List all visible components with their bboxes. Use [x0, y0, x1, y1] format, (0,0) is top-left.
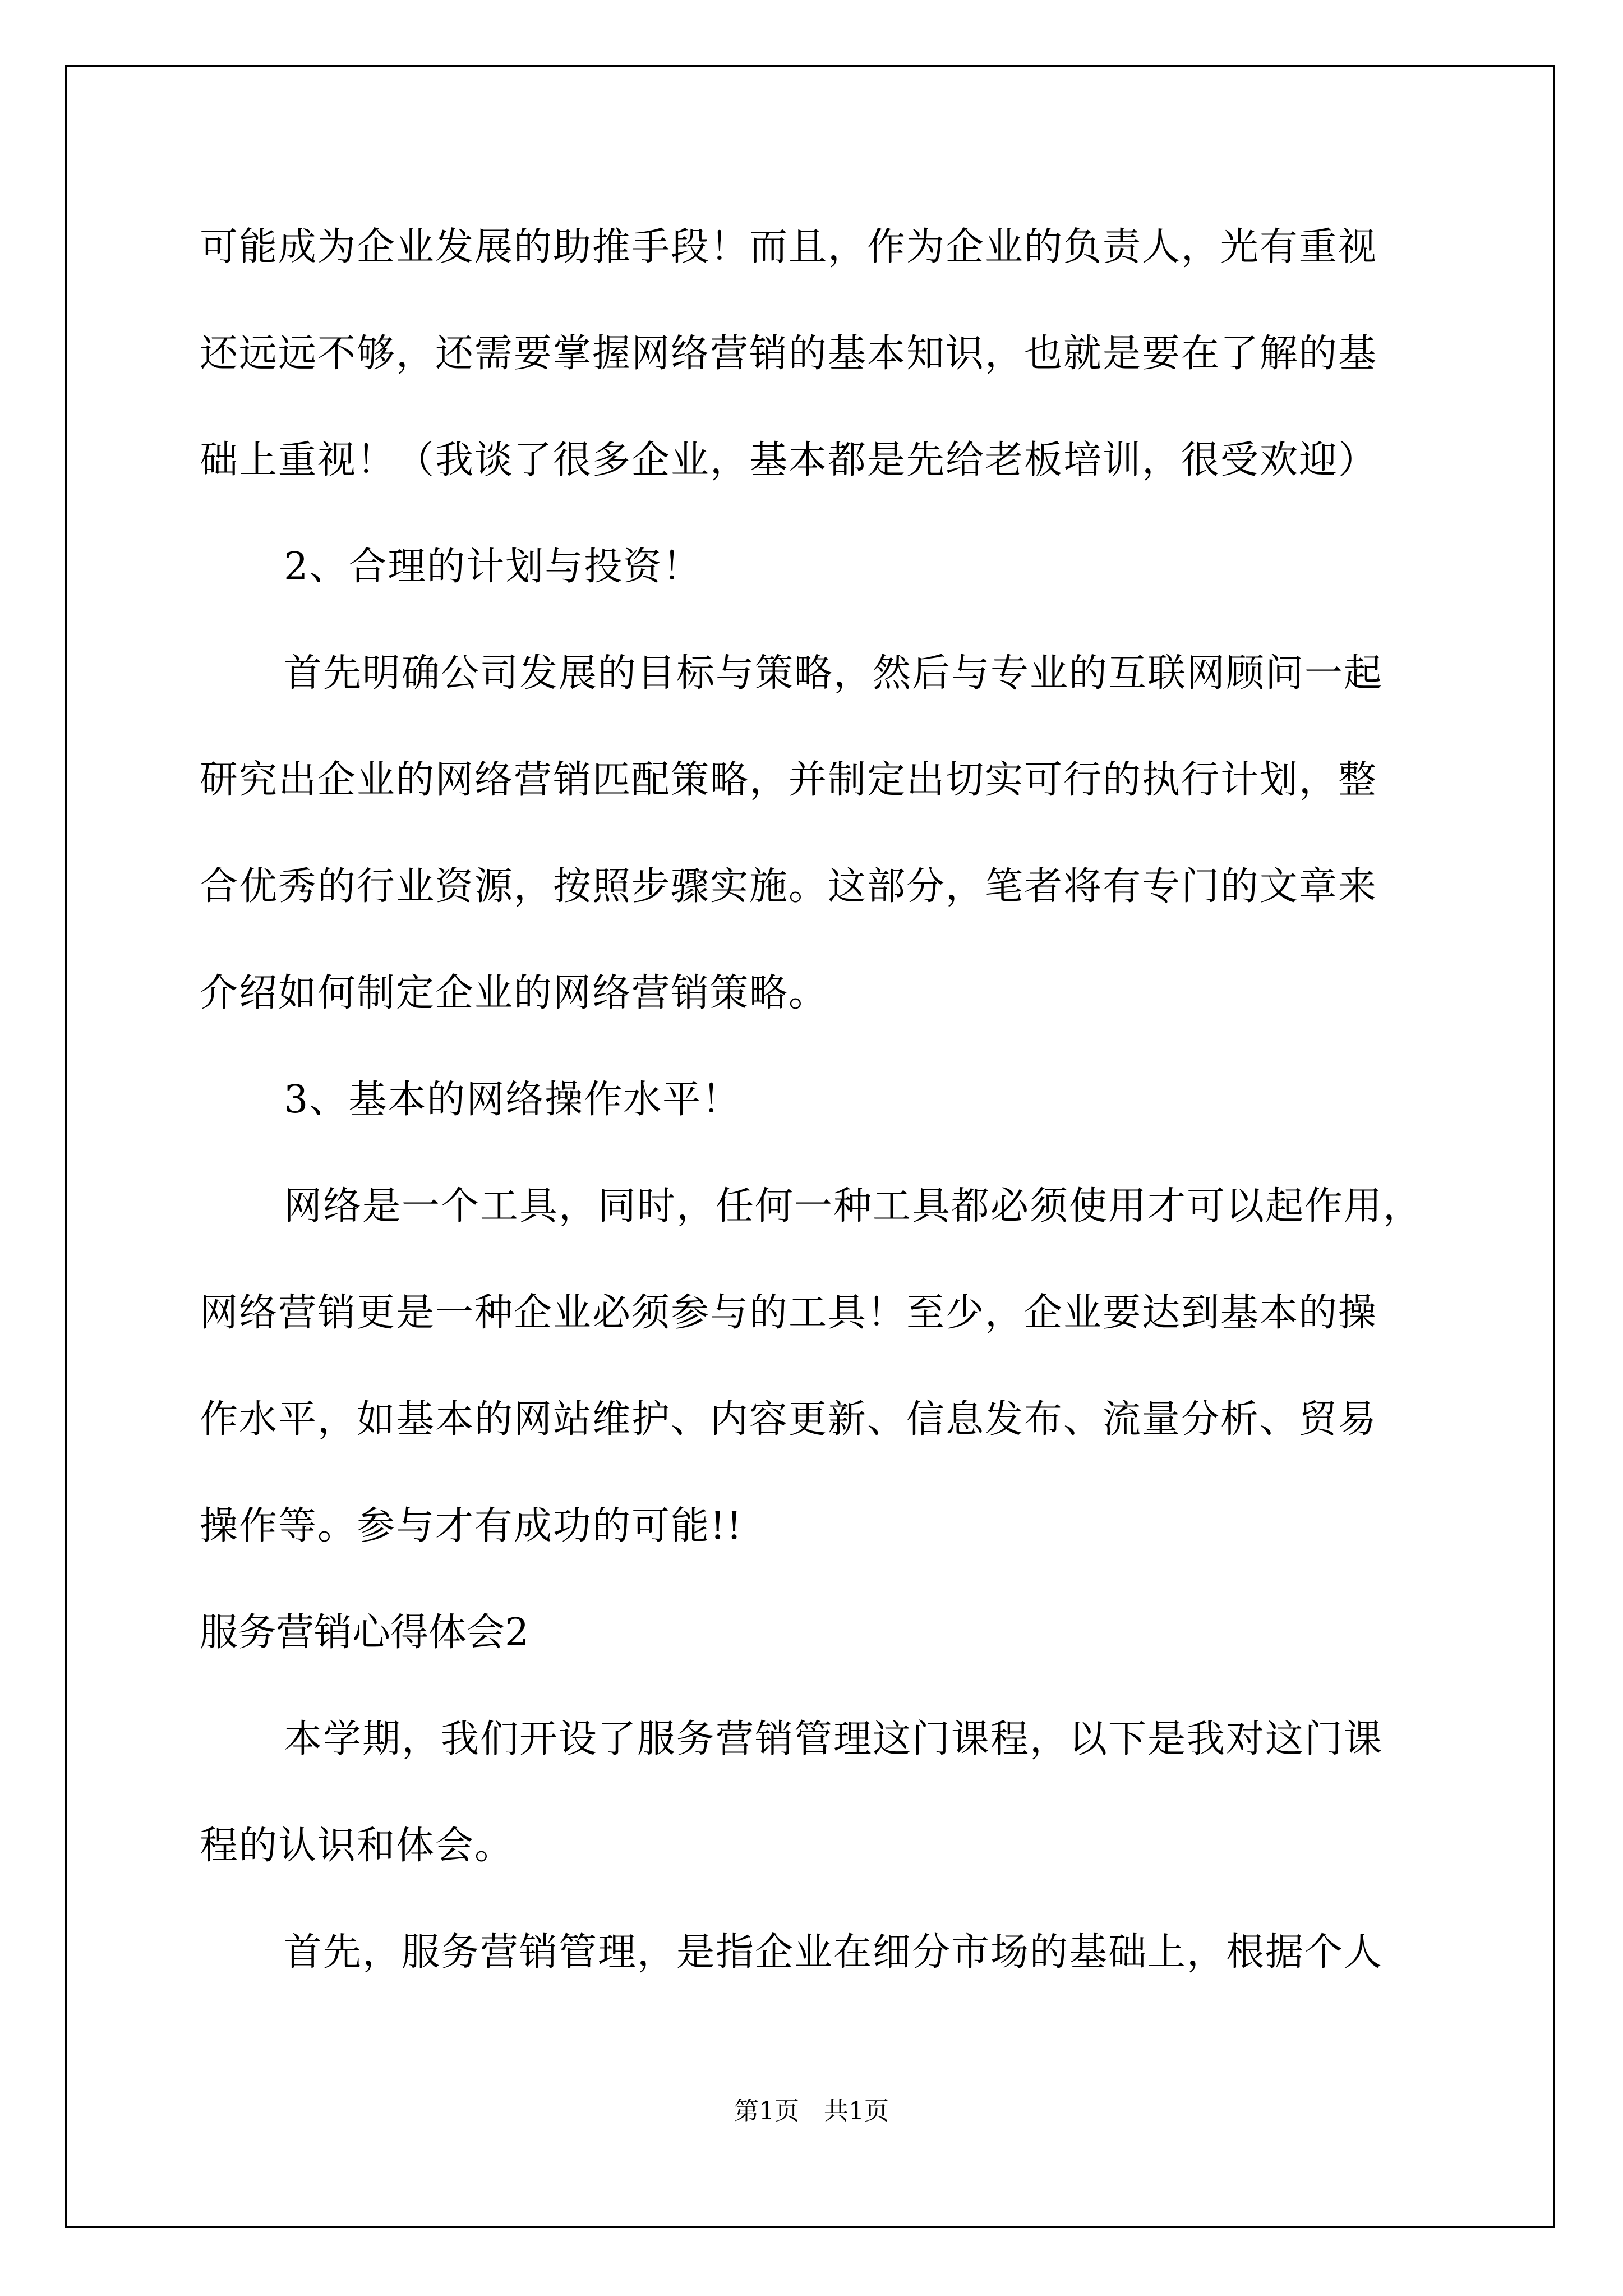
list-item-2-heading: 2、合理的计划与投资！ [284, 545, 702, 589]
paragraph-line-11: 网络营销更是一种企业必须参与的工具！至少，企业要达到基本的操 [200, 1291, 1378, 1335]
paragraph-line-5: 首先明确公司发展的目标与策略，然后与专业的互联网顾问一起 [284, 651, 1384, 696]
page-border [65, 65, 1555, 2228]
paragraph-line-16: 程的认识和体会。 [200, 1824, 514, 1868]
paragraph-line-2: 还远远不够，还需要掌握网络营销的基本知识，也就是要在了解的基 [200, 332, 1378, 376]
list-item-3-heading: 3、基本的网络操作水平！ [284, 1078, 741, 1122]
paragraph-line-15: 本学期，我们开设了服务营销管理这门课程，以下是我对这门课 [284, 1717, 1384, 1761]
paragraph-line-6: 研究出企业的网络营销匹配策略，并制定出切实可行的执行计划，整 [200, 758, 1378, 802]
page-number-footer: 第1页 共1页 [734, 2097, 889, 2125]
paragraph-line-8: 介绍如何制定企业的网络营销策略。 [200, 971, 828, 1015]
paragraph-line-7: 合优秀的行业资源，按照步骤实施。这部分，笔者将有专门的文章来 [200, 864, 1378, 909]
paragraph-line-17: 首先，服务营销管理，是指企业在细分市场的基础上，根据个人 [284, 1930, 1384, 1975]
paragraph-line-10: 网络是一个工具，同时，任何一种工具都必须使用才可以起作用， [284, 1184, 1423, 1228]
section-title: 服务营销心得体会2 [200, 1611, 529, 1655]
paragraph-line-1: 可能成为企业发展的助推手段！而且，作为企业的负责人，光有重视 [200, 225, 1378, 269]
paragraph-line-3: 础上重视！（我谈了很多企业，基本都是先给老板培训，很受欢迎） [200, 438, 1378, 482]
paragraph-line-12: 作水平，如基本的网站维护、内容更新、信息发布、流量分析、贸易 [200, 1397, 1378, 1442]
paragraph-line-13: 操作等。参与才有成功的可能!! [200, 1504, 743, 1548]
